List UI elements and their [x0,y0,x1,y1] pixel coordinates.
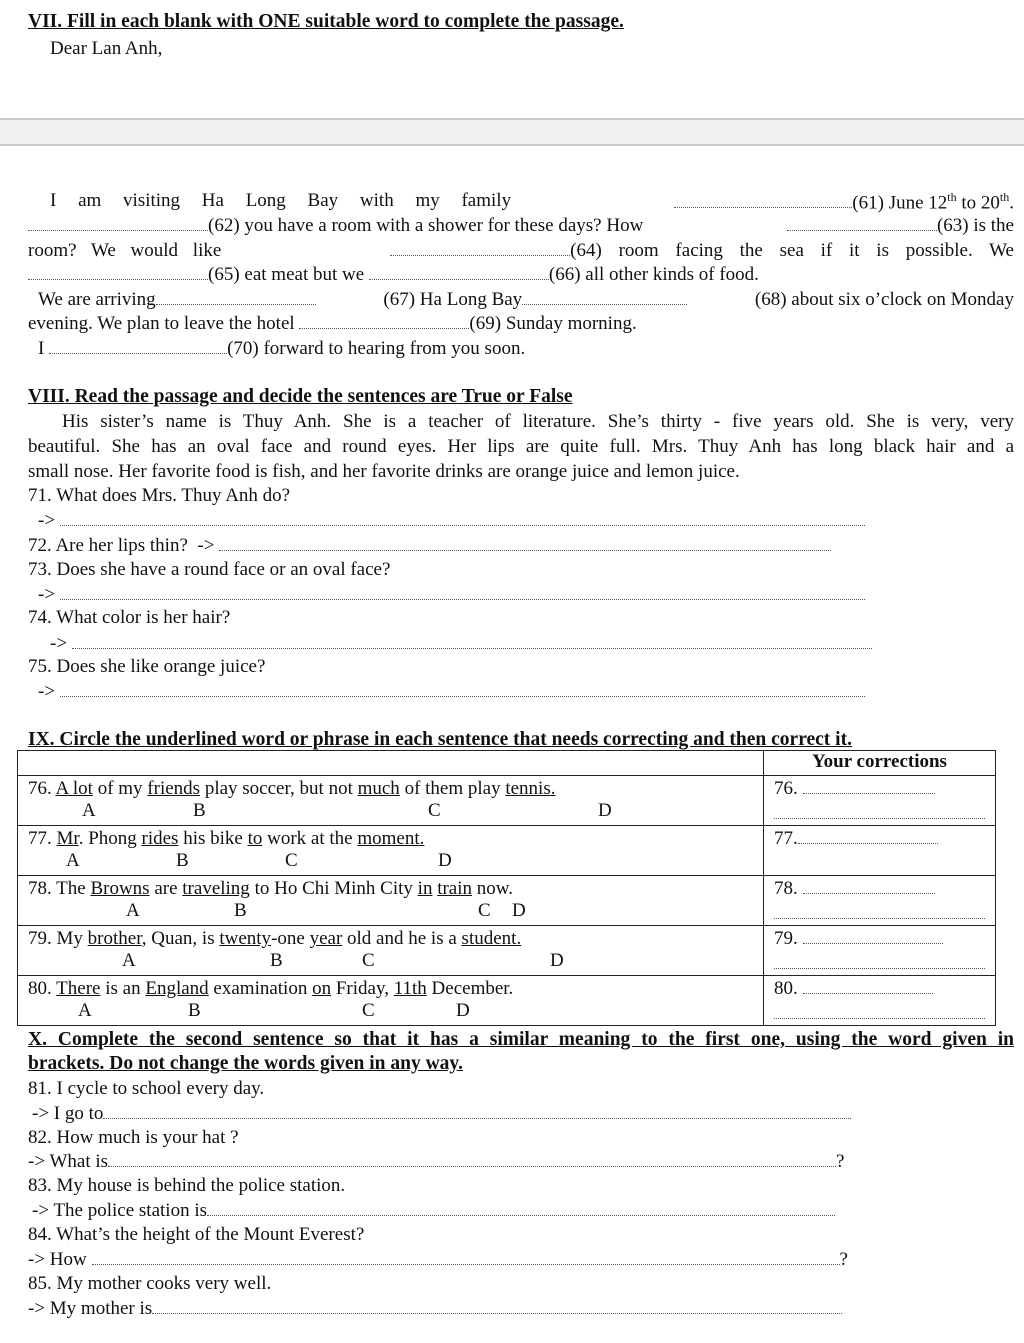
answer-84[interactable]: -> How ? [28,1249,848,1270]
answer-71[interactable]: -> [38,510,865,532]
passage-line-7: I (70) forward to hearing from you soon. [38,338,526,359]
table-header-corrections: Your corrections [764,751,996,776]
answer-83[interactable]: -> The police station is [32,1200,835,1222]
table-row-80: 80. There is an England examination on Friday, 11th December. A B C D [18,976,764,1026]
table-row-79: 79. My brother, Quan, is twenty-one year old and he is a student. A B C D [18,926,764,976]
error-correction-table [17,750,996,1026]
question-72: 72. Are her lips thin? -> [28,535,831,557]
question-82: 82. How much is your hat ? [28,1127,239,1148]
question-75: 75. Does she like orange juice? [28,656,266,677]
reading-line-3: small nose. Her favorite food is fish, and her favorite drinks are orange juice and lemon juice. [28,461,740,482]
question-85: 85. My mother cooks very well. [28,1273,272,1294]
section-7-title: VII. Fill in each blank with ONE suitable word to complete the passage. [28,11,624,32]
correction-cell-80[interactable]: 80. [764,976,996,1026]
table-header-blank [18,751,764,776]
reading-line-1: His sister’s name is Thuy Anh. She is a teacher of literature. She’s thirty - five years old. She is very, very [62,411,1014,432]
passage-line-6: evening. We plan to leave the hotel (69) Sunday morning. [28,313,637,334]
table-row-78: 78. The Browns are traveling to Ho Chi Minh City in train now. A B C D [18,876,764,926]
answer-81[interactable]: -> I go to [32,1103,851,1125]
answer-73[interactable]: -> [38,584,865,606]
passage-line-1: I am visiting Ha Long Bay with my family (61) June 12th to 20th. [50,190,1014,214]
correction-cell-76[interactable]: 76. [764,776,996,826]
question-84: 84. What’s the height of the Mount Everest? [28,1224,365,1245]
answer-75[interactable]: -> [38,681,865,703]
answer-85[interactable]: -> My mother is [28,1298,842,1320]
table-row-76: 76. A lot of my friends play soccer, but not much of them play tennis. A B C D [18,776,764,826]
passage-line-5: We are arriving (67) Ha Long Bay (68) about six o’clock on Monday [38,289,1014,310]
question-81: 81. I cycle to school every day. [28,1078,265,1099]
divider-band [0,118,1024,146]
correction-cell-77[interactable]: 77. [764,826,996,876]
section-9-title: IX. Circle the underlined word or phrase in each sentence that needs correcting and then correct it. [28,729,852,750]
answer-82[interactable]: -> What is ? [28,1151,845,1172]
question-74: 74. What color is her hair? [28,607,231,628]
passage-line-4: (65) eat meat but we (66) all other kinds of food. [28,264,759,286]
question-83: 83. My house is behind the police station. [28,1175,346,1196]
section-8-title: VIII. Read the passage and decide the sentences are True or False [28,386,573,407]
answer-74[interactable]: -> [50,633,872,655]
greeting: Dear Lan Anh, [50,38,163,59]
question-71: 71. What does Mrs. Thuy Anh do? [28,485,291,506]
correction-cell-79[interactable]: 79. [764,926,996,976]
section-10-title-line-2: brackets. Do not change the words given in any way. [28,1053,463,1074]
table-row-77: 77. Mr. Phong rides his bike to work at the moment. A B C D [18,826,764,876]
passage-line-3: room? We would like (64) room facing the sea if it is possible. We [28,240,1014,261]
section-10-title-line-1: X. Complete the second sentence so that it has a similar meaning to the first one, using the word given in [28,1029,1014,1050]
reading-line-2: beautiful. She has an oval face and round eyes. Her lips are quite full. Mrs. Thuy Anh has long black hair and a [28,436,1014,457]
passage-line-2: (62) you have a room with a shower for these days? How (63) is the [28,215,1014,237]
question-73: 73. Does she have a round face or an oval face? [28,559,391,580]
correction-cell-78[interactable]: 78. [764,876,996,926]
